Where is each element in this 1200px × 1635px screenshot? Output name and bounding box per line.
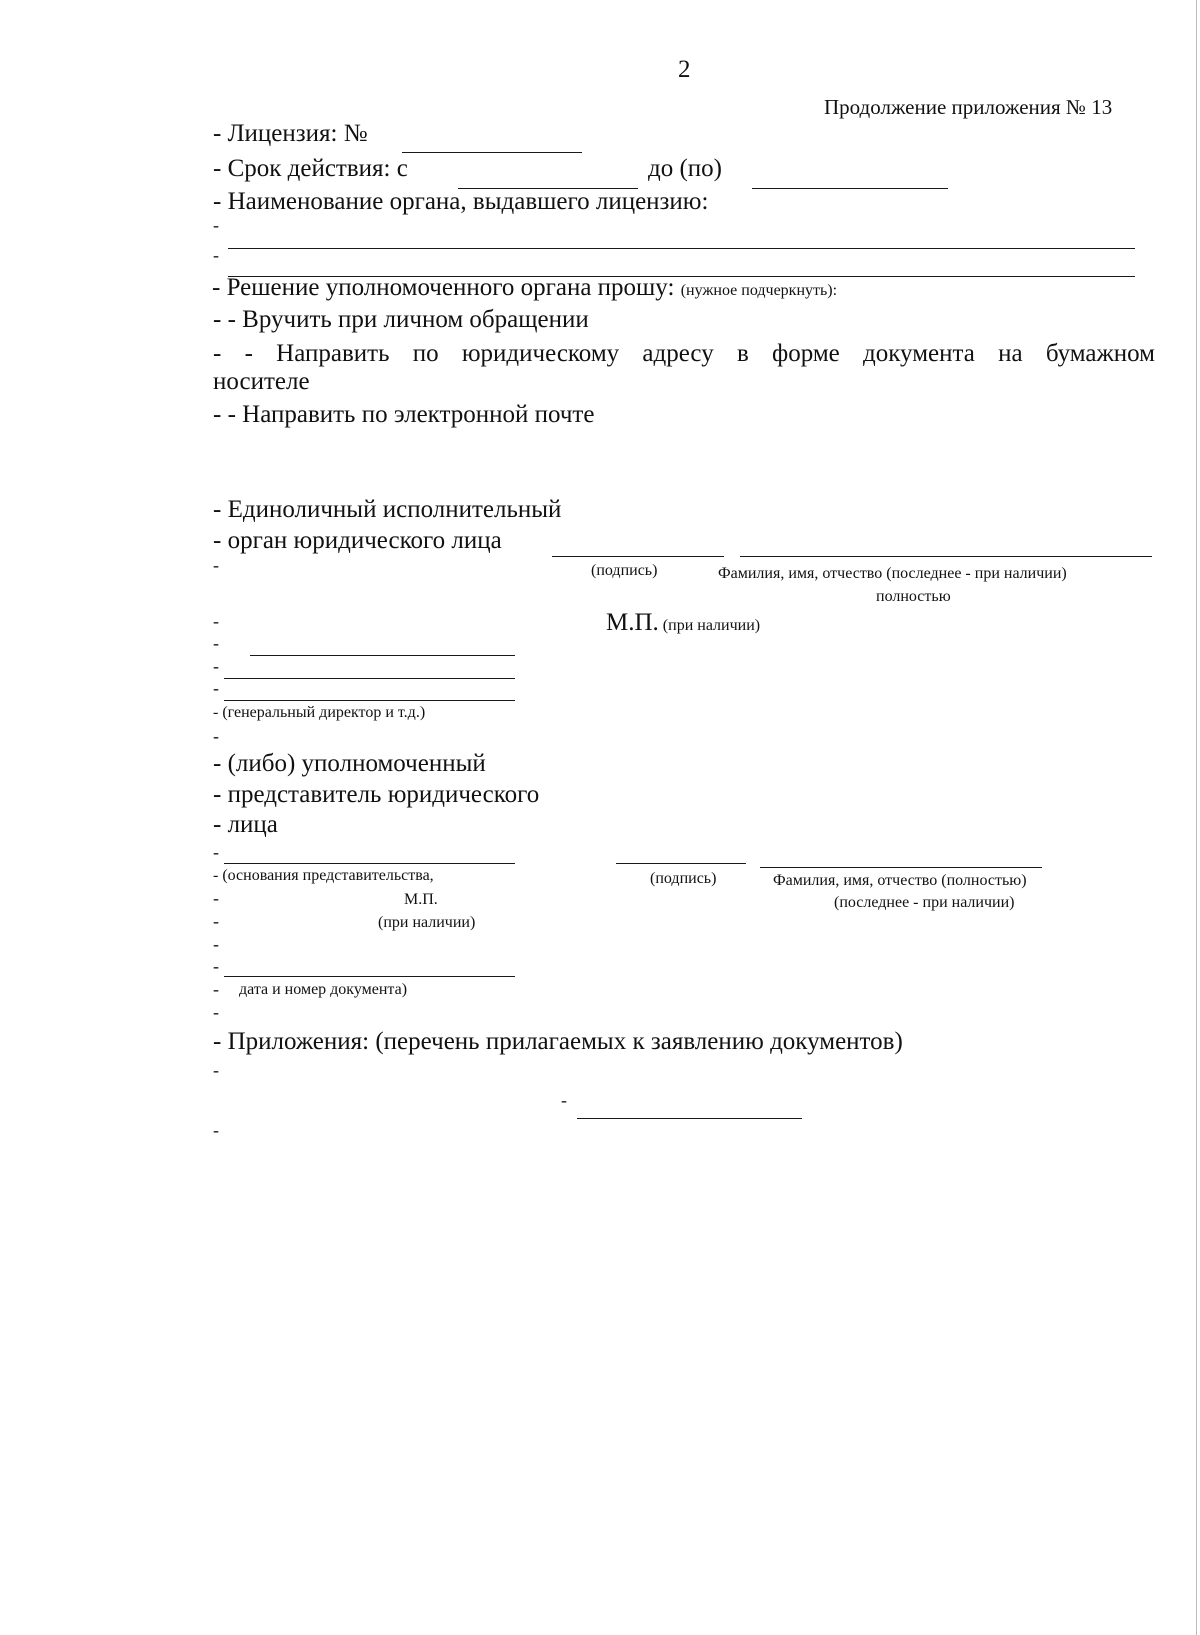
representative-signature-caption: (подпись) (650, 870, 717, 887)
executive-stamp-hint: (при наличии) (662, 617, 761, 634)
representative-line-2: - представитель юридического (213, 781, 540, 808)
representative-blank-dash-1: - (213, 934, 219, 954)
validity-from-label: - Срок действия: с (213, 155, 408, 182)
position-dash-2: - (213, 656, 219, 676)
executive-line-2: - орган юридического лица (213, 527, 502, 554)
representative-blank-dash-2: - (213, 956, 219, 976)
continuation-note: Продолжение приложения № 13 (824, 95, 1113, 119)
issuer-field-1[interactable] (228, 248, 1135, 249)
executive-after-dash: - (213, 726, 219, 746)
position-field-3[interactable] (224, 700, 515, 701)
executive-stamp (606, 609, 760, 637)
representative-basis-caption: - (основания представительства, (213, 867, 434, 884)
executive-name-caption-2: полностью (876, 588, 951, 605)
position-dash-1: - (213, 633, 219, 653)
decision-hint: (нужное подчеркнуть): (680, 282, 838, 299)
representative-stamp-hint-dash: - (213, 911, 219, 931)
position-dash-3: - (213, 678, 219, 698)
attachments-label: - Приложения: (перечень прилагаемых к заявлению документов) (213, 1028, 903, 1055)
representative-stamp-dash: - (213, 888, 219, 908)
attachments-dash-2: - (213, 1120, 219, 1140)
position-field-2[interactable] (224, 678, 515, 679)
executive-name-caption: Фамилия, имя, отчество (последнее - при наличии) (718, 565, 1067, 582)
decision-option-email[interactable]: - - Направить по электронной почте (213, 401, 595, 428)
representative-doc-caption: дата и номер документа) (239, 981, 408, 998)
representative-line-1: - (либо) уполномоченный (213, 750, 486, 777)
executive-signature-caption: (подпись) (591, 562, 658, 579)
executive-line-1: - Единоличный исполнительный (213, 496, 562, 523)
validity-to-label: до (по) (648, 155, 722, 182)
representative-stamp-hint: (при наличии) (378, 914, 476, 931)
decision-option-in-person[interactable]: - - Вручить при личном обращении (213, 306, 589, 333)
executive-stamp-dash: - (213, 611, 219, 631)
decision-option-paper-cont: носителе (213, 368, 310, 395)
representative-name-field[interactable] (760, 867, 1042, 868)
decision-label (212, 274, 837, 302)
representative-line-3: - лица (213, 811, 278, 838)
position-caption: - (генеральный директор и т.д.) (213, 704, 426, 721)
representative-stamp: М.П. (404, 891, 438, 908)
representative-basis-field[interactable] (224, 863, 515, 864)
issuer-line-prefix-2: - (213, 245, 219, 265)
license-number-label: - Лицензия: № (213, 120, 368, 147)
representative-after-dash: - (213, 1002, 219, 1022)
page-number: 2 (678, 56, 691, 83)
attachments-field[interactable] (577, 1118, 802, 1119)
decision-option-paper-text: - - Направить по юридическому адресу в форме документа на бумажном (213, 340, 1155, 367)
position-field-1[interactable] (250, 655, 515, 656)
attachments-dash-1: - (213, 1060, 219, 1080)
representative-name-caption: Фамилия, имя, отчество (полностью) (773, 872, 1027, 889)
representative-doc-caption-dash: - (213, 979, 219, 999)
decision-option-paper[interactable] (213, 340, 1155, 368)
validity-to-field[interactable] (752, 188, 948, 189)
executive-dash: - (213, 555, 219, 575)
decision-label-text: - Решение уполномоченного органа прошу: (212, 274, 675, 301)
license-number-field[interactable] (402, 152, 582, 153)
representative-doc-field[interactable] (224, 976, 515, 977)
executive-name-field[interactable] (740, 556, 1152, 557)
executive-signature-field[interactable] (552, 556, 724, 557)
representative-signature-field[interactable] (616, 863, 746, 864)
executive-stamp-label: М.П. (606, 609, 659, 636)
scan-edge-right (1196, 0, 1197, 1635)
representative-dash-line: - (213, 842, 219, 862)
issuer-label: - Наименование органа, выдавшего лицензию: (213, 188, 709, 215)
issuer-line-prefix-1: - (213, 215, 219, 235)
attachments-center-dash: - (561, 1090, 567, 1110)
representative-name-caption-2: (последнее - при наличии) (834, 894, 1015, 911)
